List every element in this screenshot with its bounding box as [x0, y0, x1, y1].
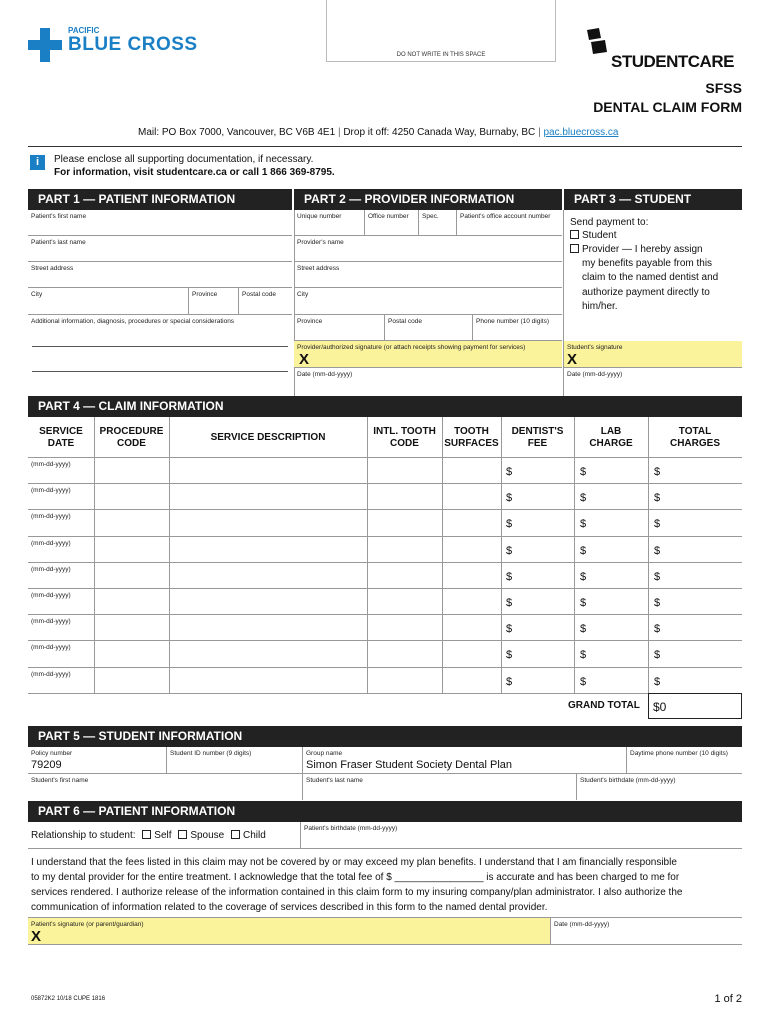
dentist-fee-currency: $ — [506, 466, 513, 478]
spouse-option[interactable] — [178, 830, 224, 841]
office-account-field[interactable] — [456, 210, 562, 236]
lab-charge-currency: $ — [580, 649, 587, 662]
provider-assign-line-3: authorize payment directly to — [582, 287, 710, 298]
patient-first-name-label: Patient's first name — [31, 213, 87, 220]
service-date-placeholder: (mm-dd-yyyy) — [31, 592, 71, 599]
additional-info-label: Additional information, diagnosis, procedures or special considerations — [31, 318, 235, 325]
declaration-line-2: to my dental provider for the entire treatment. I acknowledge that the total fee of $ ________________ is accurate and has been charged to me for — [31, 872, 680, 883]
office-number-field[interactable] — [364, 210, 418, 236]
lab-charge-currency: $ — [580, 570, 587, 583]
student-date-label: Date (mm-dd-yyyy) — [567, 371, 623, 378]
dentist-fee-currency: $ — [506, 570, 513, 583]
mail-info-line: Mail: PO Box 7000, Vancouver, BC V6B 4E1 | Drop it off: 4250 Canada Way, Burnaby, BC | pac.bluecross.ca — [138, 127, 619, 138]
grand-total-field[interactable] — [648, 693, 742, 719]
service-date-placeholder: (mm-dd-yyyy) — [31, 670, 71, 678]
logo-pacific: PACIFIC — [68, 26, 100, 35]
patient-province-field[interactable] — [188, 288, 238, 315]
provider-signature-field[interactable] — [294, 341, 562, 368]
col-surfaces-2: SURFACES — [444, 438, 499, 449]
claim-row[interactable] — [28, 589, 742, 615]
provider-postal-label: Postal code — [388, 318, 422, 325]
daytime-phone-label: Daytime phone number (10 digits) — [630, 750, 728, 757]
patient-birthdate-field[interactable] — [300, 822, 742, 848]
form-title-sfss: SFSS — [705, 80, 742, 96]
service-date-placeholder: (mm-dd-yyyy) — [31, 461, 71, 468]
office-number-label: Office number — [368, 213, 409, 220]
unique-number-field[interactable] — [294, 210, 364, 236]
part1-header: PART 1 — PATIENT INFORMATION — [28, 189, 292, 210]
patient-last-name-label: Patient's last name — [31, 239, 86, 246]
relationship-row — [31, 830, 266, 841]
claim-table-header — [28, 417, 742, 458]
spec-label: Spec. — [422, 213, 439, 220]
studentcare-wordmark: STUDENTCARE — [611, 52, 734, 71]
studentcare-logo — [585, 28, 745, 74]
student-last-name-label: Student's last name — [306, 777, 363, 784]
claim-row[interactable] — [28, 458, 742, 484]
provider-city-label: City — [297, 291, 309, 298]
form-title: DENTAL CLAIM FORM — [593, 99, 742, 115]
provider-street-label: Street address — [297, 265, 340, 272]
provider-postal-field[interactable] — [384, 315, 472, 341]
additional-info-field[interactable] — [28, 315, 292, 395]
child-label: Child — [243, 830, 266, 841]
student-option-label: Student — [582, 230, 617, 241]
student-birthdate-field[interactable] — [576, 774, 742, 800]
dentist-fee-currency: $ — [506, 597, 513, 609]
student-first-name-label: Student's first name — [31, 777, 89, 784]
provider-province-label: Province — [297, 318, 323, 325]
col-procedure-2: CODE — [117, 438, 146, 449]
website-link[interactable]: pac.bluecross.ca — [543, 127, 619, 138]
col-total-1: TOTAL — [678, 426, 712, 437]
self-checkbox[interactable] — [142, 830, 151, 839]
total-charge-currency: $ — [654, 518, 661, 531]
patient-province-label: Province — [192, 291, 218, 298]
provider-assign-line-2: claim to the named dentist and — [582, 272, 719, 283]
dentist-fee-currency: $ — [506, 623, 513, 636]
lab-charge-currency: $ — [580, 544, 587, 557]
provider-option-label: Provider — I hereby assign — [582, 244, 703, 255]
patient-birthdate-label: Patient's birthdate (mm-dd-yyyy) — [304, 825, 398, 832]
total-charge-currency: $ — [654, 544, 661, 557]
service-date-placeholder: (mm-dd-yyyy) — [31, 539, 71, 547]
dropoff-address: Drop it off: 4250 Canada Way, Burnaby, BC — [343, 127, 536, 138]
dentist-fee-currency: $ — [506, 518, 513, 531]
student-id-field[interactable] — [166, 747, 302, 774]
claim-row[interactable] — [28, 510, 742, 536]
info-icon: i — [30, 155, 45, 170]
col-lab-1: LAB — [600, 426, 622, 437]
total-charge-currency: $ — [654, 623, 661, 636]
policy-number-label: Policy number — [31, 750, 73, 757]
total-charge-currency: $ — [654, 570, 661, 583]
provider-signature-x: X — [299, 351, 310, 368]
col-intl-tooth-1: INTL. TOOTH — [373, 426, 436, 437]
patient-signature-x: X — [31, 928, 42, 945]
claim-row[interactable] — [28, 641, 742, 667]
col-total-2: CHARGES — [669, 438, 720, 449]
patient-signature-label: Patient's signature (or parent/guardian) — [31, 921, 144, 928]
lab-charge-currency: $ — [580, 492, 587, 505]
studentcare-icon — [585, 28, 609, 56]
patient-date-field[interactable] — [550, 917, 742, 945]
pacific-blue-cross-logo — [28, 26, 248, 66]
daytime-phone-field[interactable] — [626, 747, 742, 774]
provider-city-field[interactable] — [294, 288, 562, 315]
declaration-line-1: I understand that the fees listed in this claim may not be covered by or may exceed my plan benefits. I understand that I am financially responsible — [31, 857, 677, 868]
total-charge-currency: $ — [654, 597, 661, 609]
lab-charge-currency: $ — [580, 518, 587, 531]
page-number: 1 of 2 — [714, 993, 742, 1005]
grand-total-value: $0 — [653, 700, 667, 714]
provider-date-label: Date (mm-dd-yyyy) — [297, 371, 353, 378]
notice-line-1: Please enclose all supporting documentation, if necessary. — [54, 154, 314, 165]
policy-number-field[interactable] — [28, 747, 166, 774]
child-option[interactable] — [231, 830, 266, 841]
relationship-label: Relationship to student: — [31, 830, 136, 841]
payment-student-option[interactable] — [570, 230, 616, 241]
provider-signature-label: Provider/authorized signature (or attach receipts showing payment for services) — [297, 344, 526, 351]
form-code: 05872K2 10/18 CUPE 1816 — [31, 996, 106, 1002]
service-date-placeholder: (mm-dd-yyyy) — [31, 618, 71, 626]
claim-row[interactable] — [28, 668, 742, 694]
student-signature-field[interactable] — [564, 341, 742, 368]
patient-city-label: City — [31, 291, 43, 298]
unique-number-label: Unique number — [297, 213, 342, 220]
provider-street-field[interactable] — [294, 262, 562, 288]
service-date-placeholder: (mm-dd-yyyy) — [31, 565, 71, 573]
col-service-date-1: SERVICE — [39, 426, 83, 437]
office-account-label: Patient's office account number — [460, 213, 551, 220]
spec-field[interactable] — [418, 210, 456, 236]
spouse-label: Spouse — [190, 830, 225, 841]
claim-row[interactable] — [28, 615, 742, 641]
child-checkbox[interactable] — [231, 830, 240, 839]
col-intl-tooth-2: CODE — [390, 438, 419, 449]
provider-name-field[interactable] — [294, 236, 562, 262]
patient-last-name-field[interactable] — [28, 236, 292, 262]
dentist-fee-currency: $ — [506, 649, 513, 662]
patient-postal-label: Postal code — [242, 291, 276, 298]
lab-charge-currency: $ — [580, 623, 587, 636]
patient-signature-field[interactable] — [28, 917, 550, 945]
student-signature-label: Student's signature — [567, 344, 623, 351]
provider-checkbox[interactable] — [570, 244, 579, 253]
group-name-label: Group name — [306, 750, 343, 757]
do-not-write-box — [326, 0, 556, 62]
part2-header: PART 2 — PROVIDER INFORMATION — [294, 189, 562, 210]
student-checkbox[interactable] — [570, 230, 579, 239]
mail-address: Mail: PO Box 7000, Vancouver, BC V6B 4E1 — [138, 127, 336, 138]
group-name-field[interactable] — [302, 747, 626, 774]
do-not-write-label: DO NOT WRITE IN THIS SPACE — [396, 52, 486, 58]
dentist-fee-currency: $ — [506, 544, 513, 557]
part4-header: PART 4 — CLAIM INFORMATION — [28, 396, 742, 417]
service-date-placeholder: (mm-dd-yyyy) — [31, 513, 71, 521]
part6-header: PART 6 — PATIENT INFORMATION — [28, 801, 742, 822]
service-date-placeholder: (mm-dd-yyyy) — [31, 487, 71, 495]
claim-row[interactable] — [28, 484, 742, 510]
provider-name-label: Provider's name — [297, 239, 344, 246]
send-payment-label: Send payment to: — [570, 217, 649, 228]
total-charge-currency: $ — [654, 675, 661, 688]
student-last-name-field[interactable] — [302, 774, 576, 800]
part5-header: PART 5 — STUDENT INFORMATION — [28, 726, 742, 747]
declaration-line-3: services rendered. I authorize release of the information contained in this claim form to my insuring company/plan administrator. I also authorize the — [31, 887, 683, 898]
spouse-checkbox[interactable] — [178, 830, 187, 839]
patient-street-field[interactable] — [28, 262, 292, 288]
lab-charge-currency: $ — [580, 597, 587, 609]
patient-street-label: Street address — [31, 265, 74, 272]
total-charge-currency: $ — [654, 492, 661, 505]
col-dentist-fee-2: FEE — [527, 438, 548, 449]
patient-postal-field[interactable] — [238, 288, 292, 315]
patient-first-name-field[interactable] — [28, 210, 292, 236]
claim-row[interactable] — [28, 563, 742, 589]
provider-phone-label: Phone number (10 digits) — [476, 318, 549, 325]
notice-line-2: For information, visit studentcare.ca or call 1 866 369-8795. — [54, 167, 335, 178]
claim-row[interactable] — [28, 537, 742, 563]
declaration-line-4: communication of information related to the coverage of services described in this form to the named dental provider. — [31, 902, 548, 913]
patient-date-label: Date (mm-dd-yyyy) — [554, 921, 610, 928]
provider-province-field[interactable] — [294, 315, 384, 341]
self-label: Self — [154, 830, 172, 841]
grand-total-label: GRAND TOTAL — [568, 700, 640, 711]
service-date-placeholder: (mm-dd-yyyy) — [31, 644, 71, 652]
student-first-name-field[interactable] — [28, 774, 302, 800]
provider-assign-line-4: him/her. — [582, 301, 618, 312]
provider-date-field[interactable] — [294, 368, 562, 396]
dentist-fee-currency: $ — [506, 492, 513, 505]
student-date-field[interactable] — [564, 368, 742, 396]
student-id-label: Student ID number (9 digits) — [170, 750, 252, 757]
col-dentist-fee-1: DENTIST'S — [511, 426, 564, 437]
policy-number-value: 79209 — [31, 759, 62, 771]
total-charge-currency: $ — [654, 466, 661, 478]
col-service-date-2: DATE — [47, 438, 75, 449]
self-option[interactable] — [142, 830, 171, 841]
student-signature-x: X — [567, 351, 578, 368]
part3-header: PART 3 — STUDENT — [564, 189, 742, 210]
declaration-text — [31, 855, 742, 915]
col-description: SERVICE DESCRIPTION — [210, 432, 326, 443]
blue-cross-icon — [28, 28, 62, 62]
provider-phone-field[interactable] — [472, 315, 562, 341]
lab-charge-currency: $ — [580, 675, 587, 688]
provider-assign-line-1: my benefits payable from this — [582, 258, 713, 269]
col-lab-2: CHARGE — [589, 438, 633, 449]
patient-city-field[interactable] — [28, 288, 188, 315]
total-charge-currency: $ — [654, 649, 661, 662]
dentist-fee-currency: $ — [506, 675, 513, 688]
payment-provider-option[interactable] — [570, 244, 703, 255]
col-surfaces-1: TOOTH — [454, 426, 489, 437]
col-procedure-1: PROCEDURE — [99, 426, 164, 437]
logo-blue-cross: BLUE CROSS — [68, 34, 198, 55]
lab-charge-currency: $ — [580, 466, 587, 478]
group-name-value: Simon Fraser Student Society Dental Plan — [306, 759, 513, 771]
student-birthdate-label: Student's birthdate (mm-dd-yyyy) — [580, 777, 676, 784]
